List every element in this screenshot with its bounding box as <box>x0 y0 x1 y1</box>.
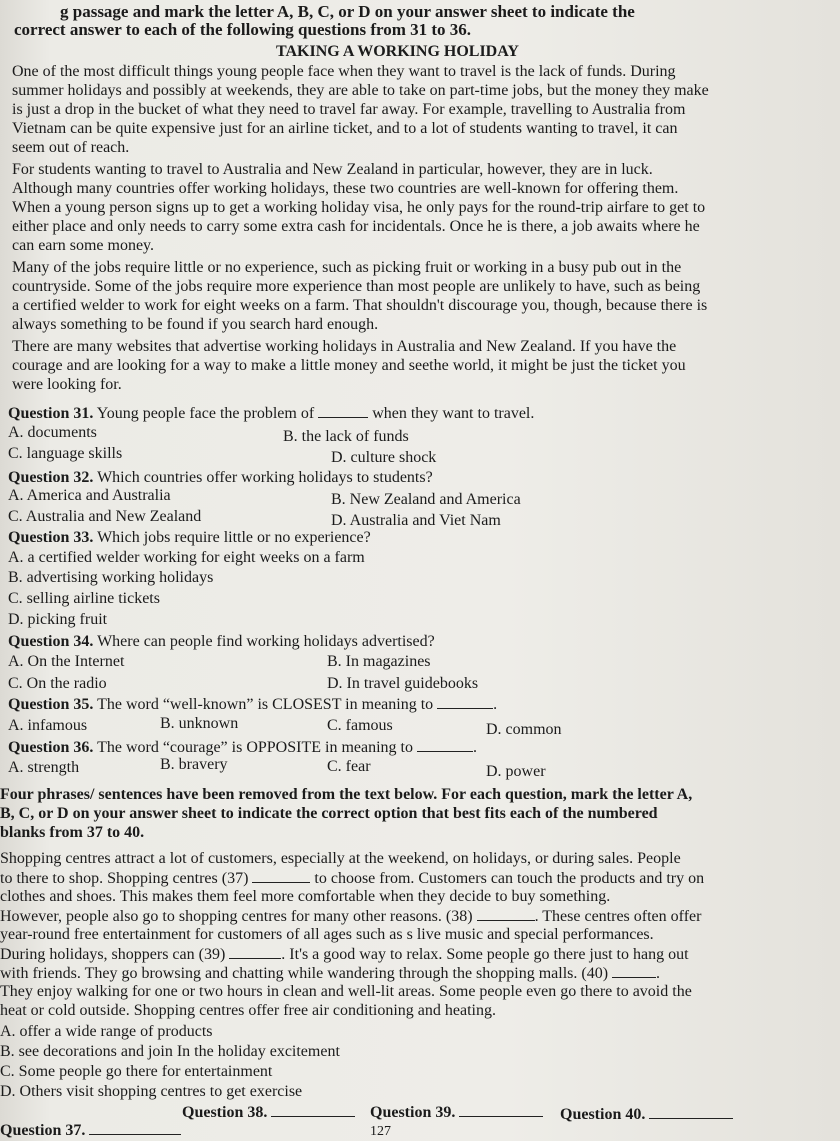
option-b: B. unknown <box>160 715 239 732</box>
answer-37: Question 37. <box>0 1120 181 1140</box>
intro-line-2: correct answer to each of the following questions from 31 to 36. <box>14 20 472 39</box>
passage-line: Many of the jobs require little or no experience, such as picking fruit or working in a busy pub out in the <box>12 259 682 276</box>
option-d: D. power <box>486 763 546 780</box>
passage-line: When a young person signs up to get a working holiday visa, he only pays for the round-trip airfare to get to <box>12 199 706 216</box>
answer-blank <box>318 403 368 418</box>
cloze-option-a: A. offer a wide range of products <box>0 1023 213 1040</box>
blank-37 <box>252 868 310 883</box>
cloze-line: During holidays, shoppers can (39) . It's a good way to relax. Some people go there just to hang out <box>0 946 689 963</box>
answer-line-37[interactable] <box>89 1120 181 1135</box>
option-c: C. Australia and New Zealand <box>8 508 202 525</box>
option-b: B. In magazines <box>327 653 431 670</box>
option-d: D. culture shock <box>331 449 437 466</box>
option-a: A. America and Australia <box>8 487 171 504</box>
passage-line: For students wanting to travel to Australia and New Zealand in particular, however, they are in luck. <box>12 161 653 178</box>
question-label: Question 36. <box>8 739 94 756</box>
passage-line: courage and are looking for a way to make a little money and seethe world, it might be just the ticket you <box>12 357 686 374</box>
question-stem-end: when they want to travel. <box>372 405 535 422</box>
passage-line: either place and only needs to carry some extra cash for incidentals. Once he is there, a job awaits where he <box>12 218 700 235</box>
question-36 <box>8 737 477 757</box>
option-b: B. advertising working holidays <box>8 569 214 586</box>
question-stem: Which countries offer working holidays to students? <box>97 469 433 486</box>
cloze-line: They enjoy walking for one or two hours in clean and well-lit areas. Some people even go there to avoid the <box>0 983 692 1000</box>
option-a: A. infamous <box>8 717 88 734</box>
cloze-line: to there to shop. Shopping centres (37) to choose from. Customers can touch the products and try on <box>0 870 705 887</box>
cloze-line: with friends. They go browsing and chatting while wandering through the shopping malls. (40) . <box>0 965 661 982</box>
cloze-line: year-round free entertainment for customers of all ages such as s live music and special performances. <box>0 926 654 943</box>
answer-blank <box>437 694 493 709</box>
question-34 <box>8 632 435 651</box>
passage-line: can earn some money. <box>12 237 155 254</box>
passage-line: is just a drop in the bucket of what they need to travel far away. For example, travelling to Australia from <box>12 101 686 118</box>
cloze-line: clothes and shoes. This makes them feel more comfortable when they decide to buy something. <box>0 888 611 905</box>
blank-39 <box>229 944 281 959</box>
passage-line: a certified welder to work for eight weeks on a farm. That shouldn't discourage you, though, because there is <box>12 297 708 314</box>
question-label: Question 32. <box>8 469 94 486</box>
cloze-option-b: B. see decorations and join In the holiday excitement <box>0 1043 340 1060</box>
question-stem: The word “courage” is OPPOSITE in meaning to <box>97 739 413 756</box>
question-32 <box>8 468 433 487</box>
part2-instruction-1: Four phrases/ sentences have been removed from the text below. For each question, mark the letter A, <box>0 786 693 803</box>
question-stem: Young people face the problem of <box>96 405 315 422</box>
passage-line: There are many websites that advertise working holidays in Australia and New Zealand. If you have the <box>12 338 677 355</box>
option-a: A. strength <box>8 759 80 776</box>
passage-line: countryside. Some of the jobs require more experience than most people are unlikely to have, such as being <box>12 278 701 295</box>
passage-line: seem out of reach. <box>12 139 130 156</box>
part2-instruction-3: blanks from 37 to 40. <box>0 824 145 841</box>
passage-title: TAKING A WORKING HOLIDAY <box>276 43 519 60</box>
passage-line: were looking for. <box>12 376 122 393</box>
option-d: D. In travel guidebooks <box>327 675 479 692</box>
cloze-line: heat or cold outside. Shopping centres offer free air conditioning and heating. <box>0 1002 496 1019</box>
answer-39: Question 39. <box>370 1102 543 1122</box>
question-33 <box>8 528 371 547</box>
question-stem-end: . <box>473 739 477 756</box>
option-c: C. famous <box>327 717 393 734</box>
intro-line-1: g passage and mark the letter A, B, C, or D on your answer sheet to indicate the <box>60 2 635 21</box>
answer-38: Question 38. <box>182 1102 355 1122</box>
answer-line-38[interactable] <box>271 1102 355 1117</box>
option-d: D. Australia and Viet Nam <box>331 512 501 529</box>
question-label: Question 35. <box>8 696 94 713</box>
option-b: B. bravery <box>160 756 228 773</box>
passage-line: summer holidays and possibly at weekends, they are able to take on part-time jobs, but the money they make <box>12 82 709 99</box>
option-c: C. On the radio <box>8 675 107 692</box>
option-a: A. a certified welder working for eight weeks on a farm <box>8 549 365 566</box>
question-label: Question 34. <box>8 633 94 650</box>
answer-blank <box>417 737 473 752</box>
answer-line-40[interactable] <box>649 1104 733 1119</box>
passage-line: One of the most difficult things young people face when they want to travel is the lack of funds. During <box>12 63 676 80</box>
question-stem: Where can people find working holidays advertised? <box>97 633 435 650</box>
cloze-line: Shopping centres attract a lot of customers, especially at the weekend, on holidays, or during sales. People <box>0 850 681 867</box>
question-label: Question 31. <box>8 405 94 422</box>
cloze-line: However, people also go to shopping centres for many other reasons. (38) . These centres often offer <box>0 908 702 925</box>
option-c: C. language skills <box>8 445 123 462</box>
passage-line: Although many countries offer working holidays, these two countries are well-known for offering them. <box>12 180 679 197</box>
page-number: 127 <box>370 1124 391 1139</box>
option-a: A. documents <box>8 424 97 441</box>
part2-instruction-2: B, C, or D on your answer sheet to indicate the correct option that best fits each of the numbered <box>0 805 658 822</box>
passage-line: Vietnam can be quite expensive just for an airline ticket, and to a lot of students wanting to travel, it can <box>12 120 678 137</box>
question-label: Question 33. <box>8 529 94 546</box>
cloze-option-c: C. Some people go there for entertainment <box>0 1063 273 1080</box>
option-d: D. common <box>486 721 562 738</box>
option-d: D. picking fruit <box>8 611 108 628</box>
question-stem: Which jobs require little or no experience? <box>97 529 371 546</box>
blank-38 <box>477 906 535 921</box>
option-a: A. On the Internet <box>8 653 125 670</box>
passage-line: always something to be found if you search hard enough. <box>12 316 379 333</box>
question-stem-end: . <box>493 696 498 713</box>
blank-40 <box>612 963 656 978</box>
option-c: C. fear <box>327 758 371 775</box>
question-31 <box>8 403 534 423</box>
option-c: C. selling airline tickets <box>8 590 160 607</box>
option-b: B. New Zealand and America <box>331 491 521 508</box>
option-b: B. the lack of funds <box>283 428 409 445</box>
cloze-option-d: D. Others visit shopping centres to get exercise <box>0 1083 303 1100</box>
answer-line-39[interactable] <box>459 1102 543 1117</box>
question-stem: The word “well-known” is CLOSEST in meaning to <box>97 696 434 713</box>
question-35 <box>8 694 497 714</box>
answer-40: Question 40. <box>560 1104 733 1124</box>
